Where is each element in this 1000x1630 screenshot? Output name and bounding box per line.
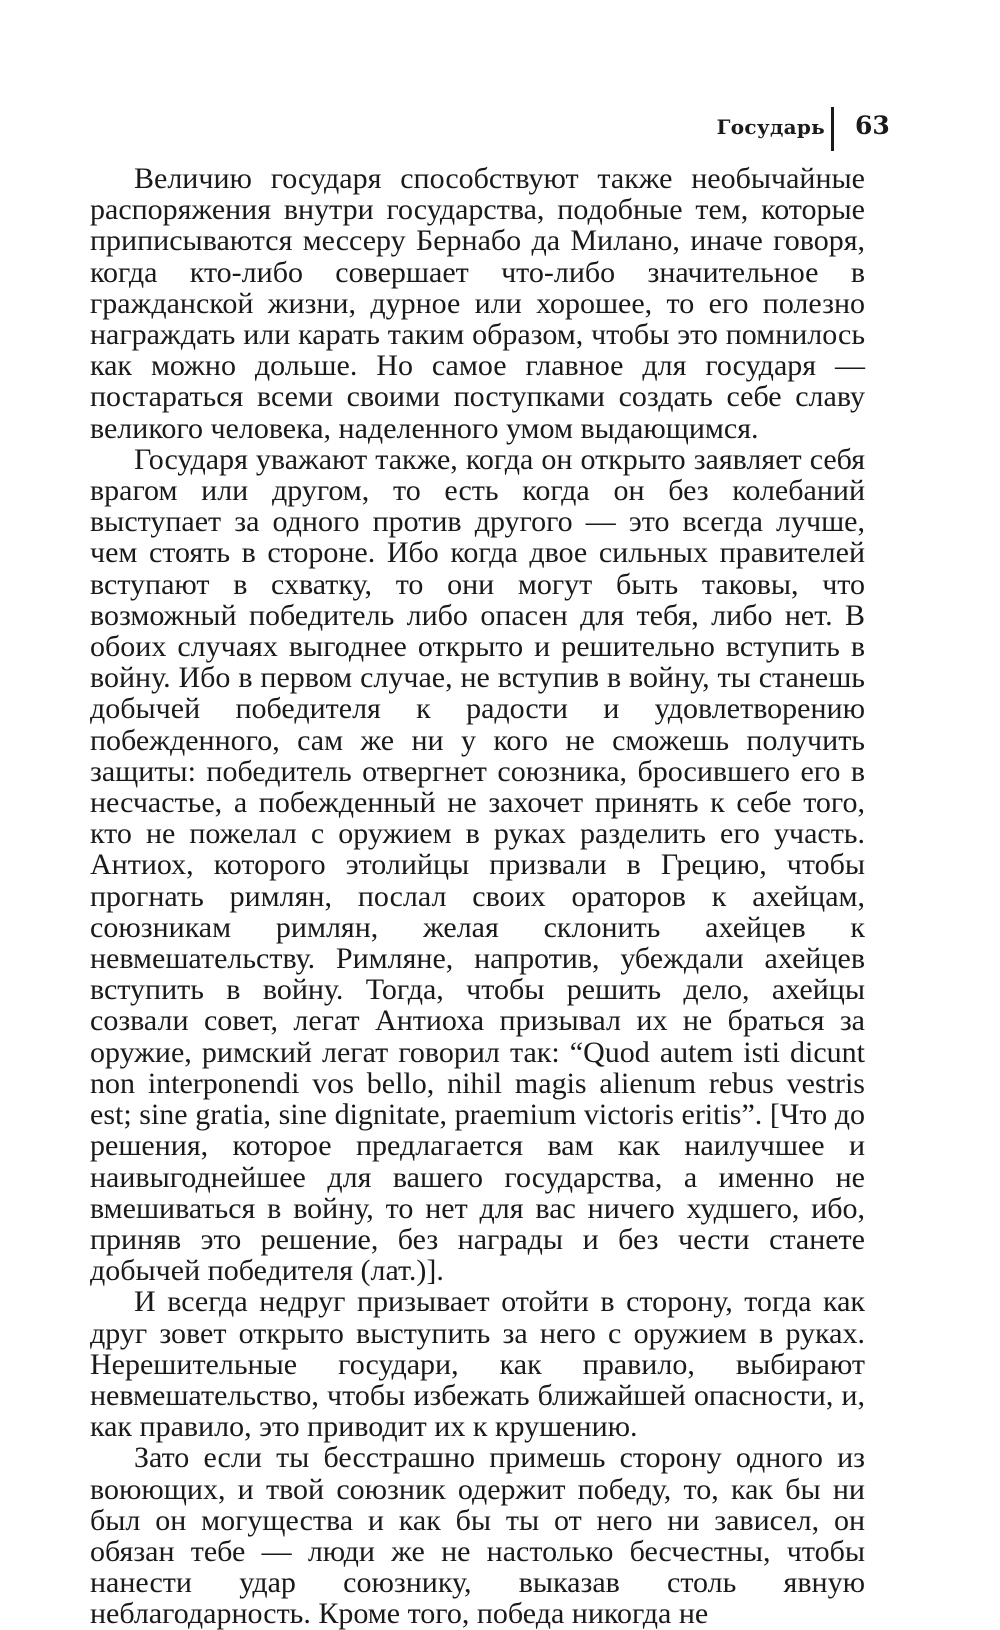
paragraph-4: Зато если ты бесстрашно примешь сторону одного из воюющих, и твой союзник одержит победу, то, как бы ни был он могущества и как бы ты от него ни зависел, он обязан тебе — люди же не настолько бесчестны, чтобы нанести удар союзнику, выказав столь явную неблагодарность. Кроме того, победа никогда не: [90, 1441, 865, 1630]
page-number: 63: [855, 111, 890, 140]
body-text: [90, 163, 865, 1630]
header-divider: [831, 107, 834, 151]
paragraph-2: Государя уважают также, когда он открыто заявляет себя врагом или другом, то есть когда он без колебаний выступает за одного против другого — это всегда лучше, чем стоять в стороне. Ибо когда двое сильных правителей вступают в схватку, то они могут быть таковы, что возможный победитель либо опасен для тебя, либо нет. В обоих случаях выгоднее открыто и решительно вступить в войну. Ибо в первом случае, не вступив в войну, ты станешь добычей победителя к радости и удовлетворению побежденного, сам же ни у кого не сможешь получить защиты: победитель отвергнет союзника, бросившего его в несчастье, а побежденный не захочет принять к себе того, кто не пожелал с оружием в руках разделить его участь. Антиох, которого этолийцы призвали в Грецию, чтобы прогнать римлян, послал своих ораторов к ахейцам, союзникам римлян, желая склонить ахейцев к невмешательству. Римляне, напротив, убеждали ахейцев вступить в войну. Тогда, чтобы решить дело, ахейцы созвали совет, легат Антиоха призывал их не браться за оружие, римский легат говорил так: “Quod autem isti dicunt non interponendi vos bello, nihil magis alienum rebus vestris est; sine gratia, sine dignitate, praemium victoris eritis”. [Что до решения, которое предлагается вам как наилучшее и наивыгоднейшее для вашего государства, а именно не вмешиваться в войну, то нет для вас ничего худшего, ибо, приняв это решение, без награды и без чести станете добычей победителя (лат.)].: [90, 442, 865, 1288]
paragraph-1: Величию государя способствуют также необычайные распоряжения внутри государства, подобные тем, которые приписываются мессеру Бернабо да Милано, иначе говоря, когда кто-либо совершает что-либо значительное в гражданской жизни, дурное или хорошее, то его полезно награждать или карать таким образом, чтобы это помнилось как можно дольше. Но самое главное для государя — постараться всеми своими поступками создать себе славу великого человека, наделенного умом выдающимся.: [90, 162, 865, 445]
running-title: Государь: [716, 115, 825, 139]
paragraph-3: И всегда недруг призывает отойти в сторону, тогда как друг зовет открыто выступить за него с оружием в руках. Нерешительные государи, как правило, выбирают невмешательство, чтобы избежать ближайшей опасности, и, как правило, это приводит их к крушению.: [90, 1285, 865, 1444]
running-header: [0, 107, 1000, 151]
